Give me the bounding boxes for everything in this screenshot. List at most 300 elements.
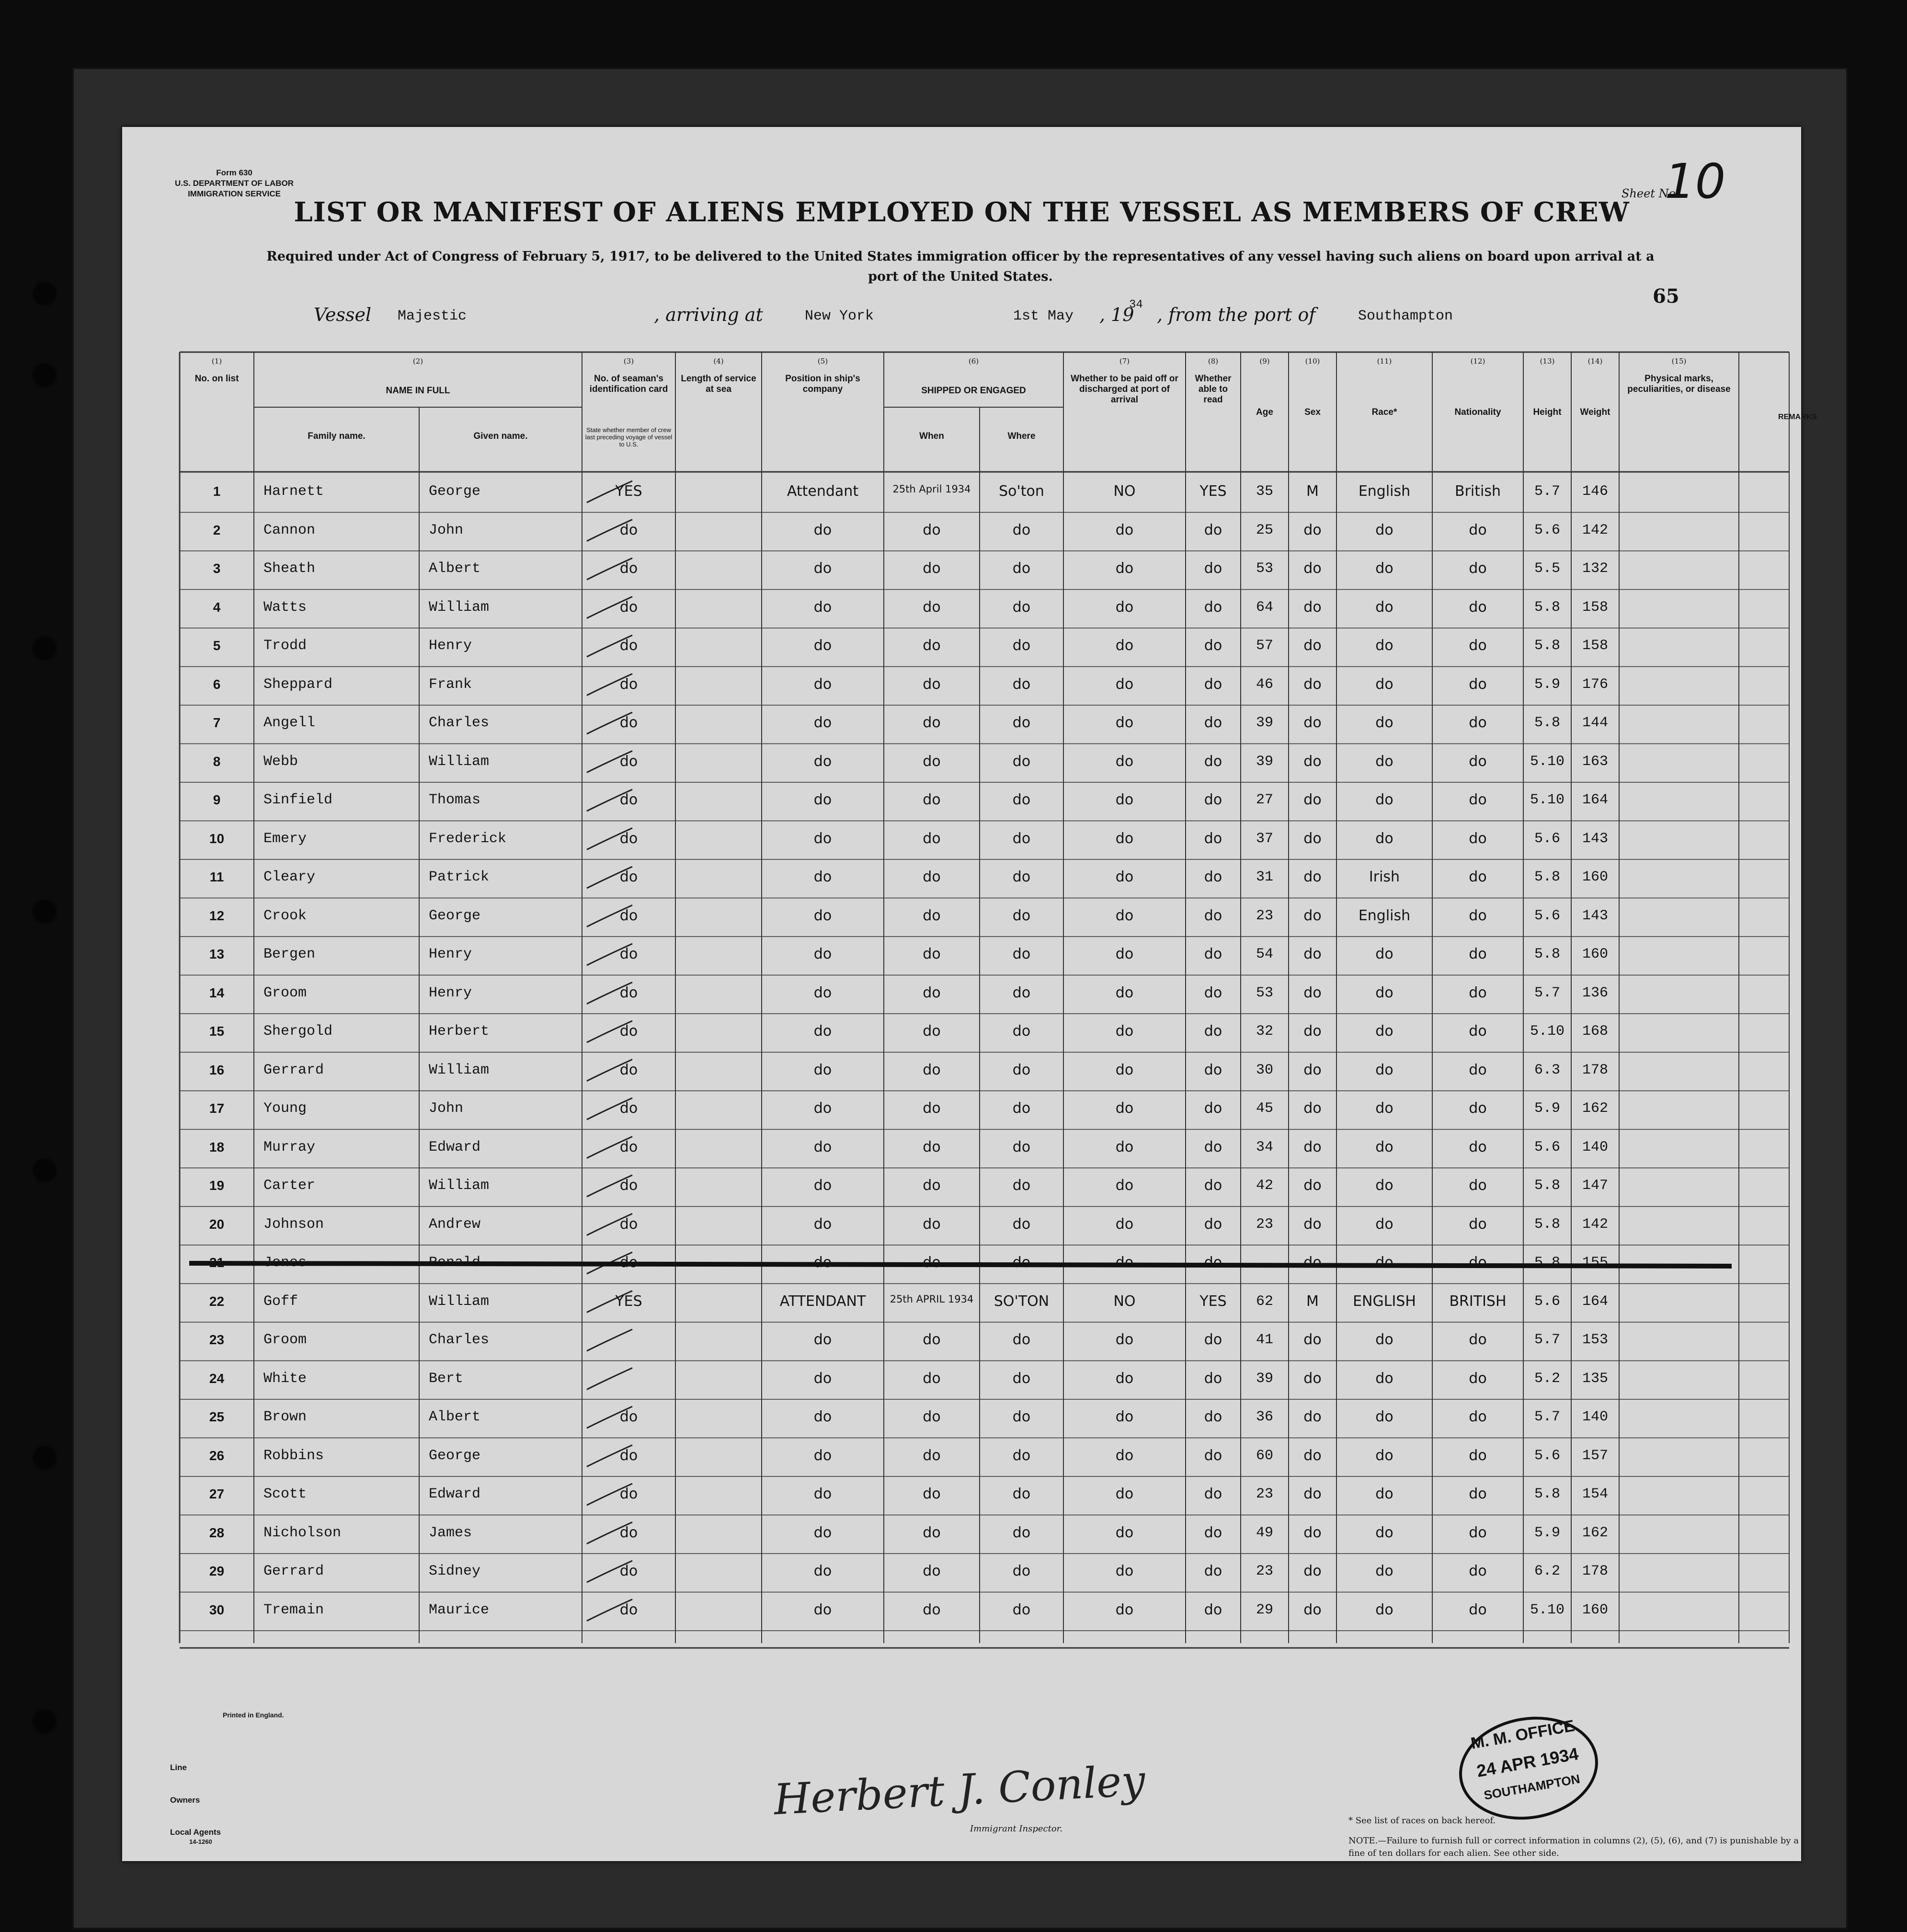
cell-race: do <box>1375 1023 1393 1040</box>
cell-nationality: do <box>1469 1563 1487 1579</box>
from-port-label: , from the port of <box>1157 304 1316 325</box>
cell-weight: 140 <box>1582 1139 1608 1155</box>
cell-read: do <box>1204 1409 1222 1425</box>
cell-family: Carter <box>263 1177 316 1194</box>
cell-where: do <box>1012 946 1031 962</box>
cell-no: 6 <box>213 676 221 692</box>
cell-paid: do <box>1115 1216 1134 1233</box>
cell-race: English <box>1358 483 1411 500</box>
owners-label: Owners <box>170 1795 200 1805</box>
cell-where: do <box>1012 753 1031 770</box>
cell-height: 5.8 <box>1534 599 1560 616</box>
cell-given: Patrick <box>429 869 490 885</box>
cell-given: William <box>429 1177 490 1194</box>
cell-no: 15 <box>209 1024 225 1039</box>
cell-age: 39 <box>1256 715 1273 731</box>
cell-paid: NO <box>1113 483 1136 500</box>
year-label: , 19 <box>1099 304 1134 325</box>
cell-race: do <box>1375 1216 1393 1233</box>
cell-paid: do <box>1115 984 1134 1001</box>
cell-age: 36 <box>1256 1409 1273 1425</box>
column-number-c4: (4) <box>713 357 724 366</box>
cell-read: do <box>1204 753 1222 770</box>
cell-no: 21 <box>209 1255 225 1270</box>
cell-sex: do <box>1303 946 1322 962</box>
cell-weight: 157 <box>1582 1447 1608 1464</box>
cell-read: YES <box>1199 483 1227 500</box>
cell-nationality: do <box>1469 638 1487 654</box>
cell-sex: do <box>1303 1486 1322 1502</box>
cell-when: do <box>923 1216 941 1233</box>
cell-position: do <box>813 1370 832 1387</box>
cell-nationality: do <box>1469 1601 1487 1618</box>
cell-no: 7 <box>213 715 221 730</box>
column-header-c8: Whether able to read <box>1195 374 1232 405</box>
cell-no: 28 <box>209 1525 225 1540</box>
cell-position: ATTENDANT <box>779 1293 866 1310</box>
cell-no: 22 <box>209 1293 225 1309</box>
cell-read: do <box>1204 715 1222 731</box>
cell-nationality: do <box>1469 1216 1487 1233</box>
cell-position: do <box>813 1177 832 1194</box>
cell-paid: do <box>1115 1563 1134 1579</box>
cell-given: Charles <box>429 1332 490 1348</box>
cell-family: Murray <box>263 1139 316 1155</box>
binder-hole <box>34 283 56 305</box>
cell-height: 5.8 <box>1534 1177 1560 1194</box>
cell-family: Emery <box>263 830 307 847</box>
cell-given: Edward <box>429 1139 481 1155</box>
cell-paid: do <box>1115 1332 1134 1348</box>
cell-height: 5.8 <box>1534 946 1560 962</box>
cell-read: do <box>1204 1255 1222 1271</box>
cell-given: Albert <box>429 560 481 577</box>
cell-family: Robbins <box>263 1447 324 1464</box>
cell-where: do <box>1012 1486 1031 1502</box>
cell-read: do <box>1204 676 1222 693</box>
inspector-label: Immigrant Inspector. <box>970 1824 1063 1834</box>
cell-family: Johnson <box>263 1216 324 1233</box>
cell-weight: 162 <box>1582 1100 1608 1117</box>
cell-no: 11 <box>209 869 224 884</box>
cell-no: 20 <box>209 1216 225 1232</box>
cell-where: do <box>1012 792 1031 808</box>
cell-when: do <box>923 907 941 924</box>
cell-age: 37 <box>1256 830 1273 847</box>
cell-race: do <box>1375 1100 1393 1117</box>
cell-sex: do <box>1303 830 1322 847</box>
vessel-name: Majestic <box>398 308 467 324</box>
cell-height: 5.6 <box>1534 830 1560 847</box>
column-header-family-name: Family name. <box>308 431 365 441</box>
cell-sex: do <box>1303 1255 1322 1271</box>
cell-read: YES <box>1199 1293 1227 1310</box>
cell-given: James <box>429 1524 472 1541</box>
cell-age: 42 <box>1256 1177 1273 1194</box>
cell-age: 49 <box>1256 1524 1273 1541</box>
cell-nationality: do <box>1469 599 1487 616</box>
cell-given: Thomas <box>429 792 481 808</box>
cell-when: do <box>923 522 941 538</box>
cell-race: do <box>1375 1370 1393 1387</box>
cell-sex: M <box>1306 1293 1319 1310</box>
column-header-c7: Whether to be paid off or discharged at port of arrival <box>1071 374 1178 405</box>
cell-family: Cleary <box>263 869 316 885</box>
cell-read: do <box>1204 907 1222 924</box>
cell-no: 25 <box>209 1409 225 1424</box>
cell-position: do <box>813 715 832 731</box>
cell-nationality: do <box>1469 753 1487 770</box>
cell-no: 3 <box>213 561 221 576</box>
cell-c3: YES <box>615 1293 642 1310</box>
cell-given: William <box>429 1062 490 1078</box>
cell-position: do <box>813 1062 832 1078</box>
cell-nationality: do <box>1469 869 1487 885</box>
column-header-c15: Physical marks, peculiarities, or disease <box>1627 374 1731 394</box>
cell-age: 23 <box>1256 1216 1273 1233</box>
cell-where: do <box>1012 1332 1031 1348</box>
cell-paid: do <box>1115 1139 1134 1155</box>
cell-c3: do <box>619 522 638 538</box>
manifest-page <box>122 127 1817 1861</box>
cell-read: do <box>1204 1216 1222 1233</box>
cell-no: 8 <box>213 754 221 769</box>
cell-race: do <box>1375 984 1393 1001</box>
cell-sex: do <box>1303 638 1322 654</box>
cell-where: do <box>1012 1023 1031 1040</box>
cell-paid: do <box>1115 1486 1134 1502</box>
cell-read: do <box>1204 560 1222 577</box>
arrival-year: 34 <box>1129 298 1143 311</box>
cell-no: 10 <box>209 831 225 846</box>
cell-given: George <box>429 907 481 924</box>
cell-age: 27 <box>1256 792 1273 808</box>
cell-where: do <box>1012 1139 1031 1155</box>
column-header-given-name: Given name. <box>473 431 528 441</box>
cell-weight: 147 <box>1582 1177 1608 1194</box>
printed-in: Printed in England. <box>223 1711 284 1719</box>
cell-where: do <box>1012 1563 1031 1579</box>
cell-height: 5.10 <box>1530 792 1564 808</box>
cell-position: do <box>813 1332 832 1348</box>
page-subtitle: Required under Act of Congress of February 5, 1917, to be delivered to the United States immigration officer by the representatives of any vessel having such aliens on board upon arrival at a port of the United States. <box>266 249 1655 284</box>
binder-hole <box>34 1447 56 1469</box>
cell-sex: do <box>1303 907 1322 924</box>
cell-sex: do <box>1303 1409 1322 1425</box>
cell-no: 30 <box>209 1602 225 1617</box>
cell-c3: YES <box>615 483 642 500</box>
cell-age: 23 <box>1256 1563 1273 1579</box>
cell-given: Frederick <box>429 830 507 847</box>
cell-weight: 163 <box>1582 753 1608 770</box>
cell-nationality: do <box>1469 1255 1487 1271</box>
cell-where: do <box>1012 984 1031 1001</box>
cell-height: 5.6 <box>1534 907 1560 924</box>
cell-height: 5.10 <box>1530 753 1564 770</box>
cell-no: 2 <box>213 522 221 537</box>
cell-read: do <box>1204 984 1222 1001</box>
cell-c3: do <box>619 1601 638 1618</box>
cell-position: do <box>813 1023 832 1040</box>
cell-weight: 144 <box>1582 715 1608 731</box>
cell-where: SO'TON <box>993 1293 1050 1310</box>
cell-read: do <box>1204 869 1222 885</box>
cell-weight: 178 <box>1582 1563 1608 1579</box>
cell-c3: do <box>619 1447 638 1464</box>
cell-position: do <box>813 1216 832 1233</box>
cell-when: do <box>923 753 941 770</box>
cell-c3: do <box>619 1255 638 1271</box>
cell-sex: do <box>1303 1563 1322 1579</box>
cell-where: do <box>1012 1100 1031 1117</box>
cell-height: 5.8 <box>1534 715 1560 731</box>
cell-c3: do <box>619 907 638 924</box>
cell-family: Crook <box>263 907 307 924</box>
cell-no: 12 <box>209 908 225 923</box>
cell-age: 35 <box>1256 483 1273 500</box>
cell-family: Jones <box>263 1255 307 1271</box>
cell-height: 5.6 <box>1534 1447 1560 1464</box>
page-number: 65 <box>1653 285 1679 308</box>
cell-where: do <box>1012 1524 1031 1541</box>
cell-height: 5.8 <box>1534 638 1560 654</box>
cell-when: do <box>923 599 941 616</box>
cell-sex: do <box>1303 522 1322 538</box>
cell-race: do <box>1375 792 1393 808</box>
cell-no: 13 <box>209 947 225 961</box>
cell-paid: do <box>1115 560 1134 577</box>
cell-height: 6.2 <box>1534 1563 1560 1579</box>
cell-when: do <box>923 1255 941 1271</box>
cell-height: 5.7 <box>1534 984 1560 1001</box>
cell-given: George <box>429 483 481 500</box>
cell-read: do <box>1204 830 1222 847</box>
binder-hole <box>34 637 56 659</box>
cell-where: do <box>1012 1601 1031 1618</box>
cell-read: do <box>1204 1601 1222 1618</box>
cell-position: do <box>813 560 832 577</box>
cell-age: 53 <box>1256 984 1273 1001</box>
cell-height: 5.5 <box>1534 560 1560 577</box>
cell-read: do <box>1204 1447 1222 1464</box>
arrival-date: 1st May <box>1013 308 1074 324</box>
cell-when: do <box>923 1023 941 1040</box>
cell-nationality: do <box>1469 1100 1487 1117</box>
cell-c3: do <box>619 792 638 808</box>
cell-nationality: do <box>1469 1447 1487 1464</box>
cell-family: Shergold <box>263 1023 333 1040</box>
cell-c3: do <box>619 830 638 847</box>
cell-where: do <box>1012 638 1031 654</box>
cell-no: 18 <box>209 1139 225 1155</box>
vessel-label: Vessel <box>314 304 372 325</box>
cell-height: 5.6 <box>1534 1139 1560 1155</box>
column-header-c3: No. of seaman's identification card <box>589 374 668 394</box>
cell-weight: 135 <box>1582 1370 1608 1387</box>
cell-where: do <box>1012 1447 1031 1464</box>
column-number-c11: (11) <box>1377 357 1392 366</box>
cell-sex: do <box>1303 1062 1322 1078</box>
cell-given: Bert <box>429 1370 464 1387</box>
cell-read: do <box>1204 792 1222 808</box>
cell-sex: do <box>1303 1370 1322 1387</box>
column-header-c13: Height <box>1533 407 1562 417</box>
column-header-c4: Length of service at sea <box>681 374 756 394</box>
cell-paid: do <box>1115 638 1134 654</box>
cell-nationality: do <box>1469 792 1487 808</box>
cell-given: Henry <box>429 946 472 962</box>
cell-no: 27 <box>209 1486 225 1501</box>
cell-nationality: do <box>1469 1177 1487 1194</box>
cell-position: do <box>813 599 832 616</box>
column-header-where: Where <box>1007 431 1036 441</box>
cell-when: do <box>923 1332 941 1348</box>
cell-weight: 153 <box>1582 1332 1608 1348</box>
column-header-remarks: REMARKS <box>1778 413 1817 421</box>
cell-sex: do <box>1303 1100 1322 1117</box>
cell-read: do <box>1204 599 1222 616</box>
cell-family: Cannon <box>263 522 316 538</box>
cell-c3: do <box>619 1524 638 1541</box>
penalty-note: NOTE.—Failure to furnish full or correct information in columns (2), (5), (6), and (7) is punishable by a fine of ten dollars for each alien. See other side. <box>1348 1836 1799 1858</box>
cell-when: do <box>923 869 941 885</box>
cell-weight: 160 <box>1582 869 1608 885</box>
cell-height: 5.7 <box>1534 1409 1560 1425</box>
cell-c3: do <box>619 753 638 770</box>
cell-c3: do <box>619 676 638 693</box>
column-number-c13: (13) <box>1540 357 1555 366</box>
cell-no: 24 <box>209 1371 225 1386</box>
stamp-port: SOUTHAMPTON <box>1483 1771 1581 1803</box>
cell-age: 54 <box>1256 946 1273 962</box>
cell-when: do <box>923 560 941 577</box>
cell-race: do <box>1375 715 1393 731</box>
cell-age: 62 <box>1256 1293 1273 1310</box>
cell-weight: 158 <box>1582 638 1608 654</box>
cell-when: do <box>923 1370 941 1387</box>
cell-height: 5.8 <box>1534 1486 1560 1502</box>
cell-read: do <box>1204 522 1222 538</box>
cell-nationality: do <box>1469 522 1487 538</box>
cell-given: John <box>429 1100 464 1117</box>
cell-sex: do <box>1303 676 1322 693</box>
departure-port: Southampton <box>1358 308 1453 324</box>
cell-when: do <box>923 1062 941 1078</box>
cell-where: do <box>1012 676 1031 693</box>
cell-family: Sheath <box>263 560 316 577</box>
cell-position: do <box>813 1255 832 1271</box>
cell-paid: do <box>1115 1255 1134 1271</box>
cell-where: do <box>1012 599 1031 616</box>
cell-nationality: do <box>1469 1486 1487 1502</box>
cell-sex: do <box>1303 1023 1322 1040</box>
cell-read: do <box>1204 946 1222 962</box>
cell-c3: do <box>619 1139 638 1155</box>
cell-nationality: do <box>1469 830 1487 847</box>
cell-sex: do <box>1303 753 1322 770</box>
cell-family: Harnett <box>263 483 324 500</box>
cell-given: Edward <box>429 1486 481 1502</box>
cell-paid: do <box>1115 830 1134 847</box>
cell-age: 41 <box>1256 1332 1273 1348</box>
cell-weight: 132 <box>1582 560 1608 577</box>
cell-no: 17 <box>209 1101 225 1116</box>
cell-given: Charles <box>429 715 490 731</box>
column-header-c10: Sex <box>1304 407 1321 417</box>
cell-where: do <box>1012 1255 1031 1271</box>
cell-height: 5.6 <box>1534 522 1560 538</box>
cell-nationality: do <box>1469 1139 1487 1155</box>
service-name: IMMIGRATION SERVICE <box>188 189 281 198</box>
cell-read: do <box>1204 638 1222 654</box>
cell-given: Frank <box>429 676 472 693</box>
cell-nationality: do <box>1469 1370 1487 1387</box>
cell-sex: do <box>1303 715 1322 731</box>
cell-race: do <box>1375 1486 1393 1502</box>
cell-where: do <box>1012 830 1031 847</box>
cell-c3: do <box>619 1563 638 1579</box>
cell-age: 30 <box>1256 1062 1273 1078</box>
cell-when: do <box>923 638 941 654</box>
cell-where: do <box>1012 1216 1031 1233</box>
cell-nationality: do <box>1469 1062 1487 1078</box>
cell-family: Groom <box>263 1332 307 1348</box>
cell-position: Attendant <box>787 483 859 500</box>
cell-c3: do <box>619 1409 638 1425</box>
cell-given: George <box>429 1447 481 1464</box>
cell-weight: 140 <box>1582 1409 1608 1425</box>
cell-when: do <box>923 1409 941 1425</box>
cell-paid: do <box>1115 1062 1134 1078</box>
cell-c3: do <box>619 599 638 616</box>
cell-race: do <box>1375 522 1393 538</box>
cell-family: Watts <box>263 599 307 616</box>
cell-family: Brown <box>263 1409 307 1425</box>
cell-position: do <box>813 1486 832 1502</box>
cell-position: do <box>813 1409 832 1425</box>
column-number-c3: (3) <box>623 357 634 366</box>
cell-nationality: do <box>1469 715 1487 731</box>
cell-position: do <box>813 638 832 654</box>
cell-nationality: do <box>1469 984 1487 1001</box>
column-header-c11: Race* <box>1371 407 1397 417</box>
cell-sex: do <box>1303 1177 1322 1194</box>
cell-given: Albert <box>429 1409 481 1425</box>
cell-sex: do <box>1303 1216 1322 1233</box>
cell-nationality: do <box>1469 560 1487 577</box>
cell-when: do <box>923 830 941 847</box>
cell-nationality: do <box>1469 676 1487 693</box>
cell-c3: do <box>619 1023 638 1040</box>
cell-no: 19 <box>209 1178 225 1193</box>
cell-weight: 160 <box>1582 1601 1608 1618</box>
cell-c3: do <box>619 638 638 654</box>
column-header-c5: Position in ship's company <box>785 374 860 394</box>
cell-given: Sidney <box>429 1563 481 1579</box>
cell-weight: 160 <box>1582 946 1608 962</box>
cell-read: do <box>1204 1563 1222 1579</box>
cell-position: do <box>813 1601 832 1618</box>
cell-no: 26 <box>209 1448 225 1463</box>
cell-age: 57 <box>1256 638 1273 654</box>
cell-race: do <box>1375 1177 1393 1194</box>
check-mark-icon <box>587 1329 632 1351</box>
cell-age: 53 <box>1256 560 1273 577</box>
cell-weight: 155 <box>1582 1255 1608 1271</box>
inspector-signature: Herbert J. Conley <box>772 1755 1147 1825</box>
cell-c3: do <box>619 715 638 731</box>
cell-where: do <box>1012 907 1031 924</box>
